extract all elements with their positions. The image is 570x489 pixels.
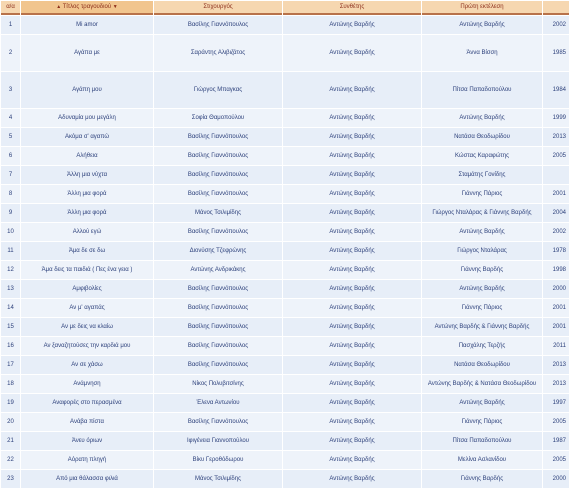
first-performer-cell: Πασχάλης Τερζής	[422, 337, 542, 355]
table-row[interactable]	[1, 35, 569, 71]
lyricist-cell: Μάνος Τσιλιμίδης	[154, 470, 282, 488]
table-row[interactable]	[1, 16, 569, 34]
first-performer-cell: Νατάσα Θεοδωρίδου	[422, 128, 542, 146]
column-header-title[interactable]	[21, 1, 153, 15]
row-index-cell: 9	[1, 204, 20, 222]
composer-cell: Αντώνης Βαρδής	[283, 16, 421, 34]
table-row[interactable]	[1, 337, 569, 355]
year-cell: 2002	[543, 16, 569, 34]
first-performer-cell: Νατάσα Θεοδωρίδου	[422, 356, 542, 374]
row-index-cell: 12	[1, 261, 20, 279]
song-title-cell: Αν ξαναζητούσες την καρδιά μου	[21, 337, 153, 355]
lyricist-cell: Διονύσης Τζεφρώνης	[154, 242, 282, 260]
year-cell: 2013	[543, 375, 569, 393]
year-cell: 1978	[543, 242, 569, 260]
composer-cell: Αντώνης Βαρδής	[283, 109, 421, 127]
year-cell: 1984	[543, 72, 569, 108]
row-index-cell: 3	[1, 72, 20, 108]
song-title-cell: Mi amor	[21, 16, 153, 34]
composer-cell: Αντώνης Βαρδής	[283, 280, 421, 298]
table-row[interactable]	[1, 204, 569, 222]
column-header-lyricist[interactable]: Στιχουργός	[154, 1, 282, 15]
song-title-cell: Αδυναμία μου μεγάλη	[21, 109, 153, 127]
composer-cell: Αντώνης Βαρδής	[283, 166, 421, 184]
song-title-cell: Άλλη μια φορά	[21, 185, 153, 203]
table-row[interactable]	[1, 223, 569, 241]
song-title-cell: Άνευ όριων	[21, 432, 153, 450]
first-performer-cell: Κώστας Καραφώτης	[422, 147, 542, 165]
composer-cell: Αντώνης Βαρδής	[283, 147, 421, 165]
column-header-index[interactable]: α/α	[1, 1, 20, 15]
first-performer-cell: Αντώνης Βαρδής	[422, 109, 542, 127]
lyricist-cell: Μάνος Τσιλιμίδης	[154, 204, 282, 222]
first-performer-cell: Αντώνης Βαρδής	[422, 223, 542, 241]
sort-ascending-icon: ▲	[56, 4, 62, 10]
composer-cell: Αντώνης Βαρδής	[283, 223, 421, 241]
table-header-row	[1, 1, 569, 15]
column-header-composer[interactable]: Συνθέτης	[283, 1, 421, 15]
song-title-cell: Από μια θάλασσα φιλιά	[21, 470, 153, 488]
first-performer-cell: Άννα Βίσση	[422, 35, 542, 71]
composer-cell: Αντώνης Βαρδής	[283, 204, 421, 222]
row-index-cell: 22	[1, 451, 20, 469]
lyricist-cell: Βασίλης Γιαννόπουλος	[154, 128, 282, 146]
song-title-cell: Άλλη μια νύχτα	[21, 166, 153, 184]
composer-cell: Αντώνης Βαρδής	[283, 185, 421, 203]
row-index-cell: 8	[1, 185, 20, 203]
first-performer-cell: Γιάννης Βαρδής	[422, 261, 542, 279]
year-cell: 1998	[543, 261, 569, 279]
table-row[interactable]	[1, 128, 569, 146]
row-index-cell: 13	[1, 280, 20, 298]
song-title-cell: Αν σε χάσω	[21, 356, 153, 374]
table-body	[1, 16, 569, 488]
row-index-cell: 7	[1, 166, 20, 184]
lyricist-cell: Σοφία Θαμοπούλου	[154, 109, 282, 127]
table-row[interactable]	[1, 318, 569, 336]
lyricist-cell: Βίκυ Γεροθόδωρου	[154, 451, 282, 469]
year-cell: 2013	[543, 356, 569, 374]
lyricist-cell: Βασίλης Γιαννόπουλος	[154, 280, 282, 298]
song-title-cell: Αν μ' αγαπάς	[21, 299, 153, 317]
year-cell: 2001	[543, 185, 569, 203]
lyricist-cell: Βασίλης Γιαννόπουλος	[154, 223, 282, 241]
song-title-cell: Ακόμα σ' αγαπώ	[21, 128, 153, 146]
lyricist-cell: Βασίλης Γιαννόπουλος	[154, 337, 282, 355]
year-cell	[543, 166, 569, 184]
row-index-cell: 2	[1, 35, 20, 71]
year-cell: 2005	[543, 147, 569, 165]
year-cell: 2000	[543, 470, 569, 488]
row-index-cell: 11	[1, 242, 20, 260]
year-cell: 2005	[543, 451, 569, 469]
row-index-cell: 19	[1, 394, 20, 412]
lyricist-cell: Ιφιγένεια Γιαννοπούλου	[154, 432, 282, 450]
row-index-cell: 20	[1, 413, 20, 431]
first-performer-cell: Αντώνης Βαρδής & Γιάννης Βαρδής	[422, 318, 542, 336]
song-title-cell: Αμφιβολίες	[21, 280, 153, 298]
composer-cell: Αντώνης Βαρδής	[283, 394, 421, 412]
table-row[interactable]	[1, 109, 569, 127]
first-performer-cell: Πίτσα Παπαδοπούλου	[422, 432, 542, 450]
row-index-cell: 17	[1, 356, 20, 374]
year-cell: 2013	[543, 128, 569, 146]
table-row[interactable]	[1, 356, 569, 374]
song-title-cell: Ανάβα πίστα	[21, 413, 153, 431]
lyricist-cell: Βασίλης Γιαννόπουλος	[154, 147, 282, 165]
year-cell: 1997	[543, 394, 569, 412]
table-row[interactable]	[1, 185, 569, 203]
first-performer-cell: Αντώνης Βαρδής	[422, 280, 542, 298]
first-performer-cell: Πίτσα Παπαδοπούλου	[422, 72, 542, 108]
first-performer-cell: Μελίνα Ασλανίδου	[422, 451, 542, 469]
year-cell: 2002	[543, 223, 569, 241]
composer-cell: Αντώνης Βαρδής	[283, 413, 421, 431]
table-row[interactable]	[1, 451, 569, 469]
year-cell: 2005	[543, 413, 569, 431]
lyricist-cell: Βασίλης Γιαννόπουλος	[154, 318, 282, 336]
year-cell: 2004	[543, 204, 569, 222]
year-cell: 1985	[543, 35, 569, 71]
lyricist-cell: Έλενα Αντωνίου	[154, 394, 282, 412]
year-cell: 2001	[543, 318, 569, 336]
lyricist-cell: Βασίλης Γιαννόπουλος	[154, 356, 282, 374]
first-performer-cell: Γιάννης Βαρδής	[422, 470, 542, 488]
lyricist-cell: Βασίλης Γιαννόπουλος	[154, 299, 282, 317]
table-row[interactable]	[1, 470, 569, 488]
table-row[interactable]	[1, 147, 569, 165]
composer-cell: Αντώνης Βαρδής	[283, 470, 421, 488]
composer-cell: Αντώνης Βαρδής	[283, 318, 421, 336]
table-row[interactable]	[1, 261, 569, 279]
table-row[interactable]	[1, 72, 569, 108]
first-performer-cell: Γιάννης Πάριος	[422, 413, 542, 431]
table-row[interactable]	[1, 299, 569, 317]
composer-cell: Αντώνης Βαρδής	[283, 35, 421, 71]
row-index-cell: 10	[1, 223, 20, 241]
lyricist-cell: Βασίλης Γιαννόπουλος	[154, 185, 282, 203]
composer-cell: Αντώνης Βαρδής	[283, 128, 421, 146]
first-performer-cell: Σταμάτης Γονίδης	[422, 166, 542, 184]
first-performer-cell: Γιώργος Νταλάρας	[422, 242, 542, 260]
song-title-cell: Ανάμνηση	[21, 375, 153, 393]
lyricist-cell: Βασίλης Γιαννόπουλος	[154, 413, 282, 431]
table-row[interactable]	[1, 413, 569, 431]
song-title-cell: Άλλη μια φορά	[21, 204, 153, 222]
year-cell: 1999	[543, 109, 569, 127]
table-row[interactable]	[1, 394, 569, 412]
first-performer-cell: Αντώνης Βαρδής & Νατάσα Θεοδωρίδου	[422, 375, 542, 393]
composer-cell: Αντώνης Βαρδής	[283, 261, 421, 279]
composer-cell: Αντώνης Βαρδής	[283, 337, 421, 355]
row-index-cell: 6	[1, 147, 20, 165]
row-index-cell: 21	[1, 432, 20, 450]
row-index-cell: 4	[1, 109, 20, 127]
first-performer-cell: Γιάννης Πάριος	[422, 299, 542, 317]
row-index-cell: 18	[1, 375, 20, 393]
song-title-cell: Αν με δεις να κλαίω	[21, 318, 153, 336]
year-cell: 1987	[543, 432, 569, 450]
column-header-first-performer[interactable]: Πρώτη εκτέλεση	[422, 1, 542, 15]
table-row[interactable]	[1, 166, 569, 184]
year-cell: 2000	[543, 280, 569, 298]
row-index-cell: 23	[1, 470, 20, 488]
composer-cell: Αντώνης Βαρδής	[283, 375, 421, 393]
first-performer-cell: Αντώνης Βαρδής	[422, 16, 542, 34]
song-title-cell: Αγάπα με	[21, 35, 153, 71]
first-performer-cell: Γιώργος Νταλάρας & Γιάννης Βαρδής	[422, 204, 542, 222]
column-header-year[interactable]	[543, 1, 569, 15]
composer-cell: Αντώνης Βαρδής	[283, 299, 421, 317]
row-index-cell: 1	[1, 16, 20, 34]
song-title-cell: Αγάπη μου	[21, 72, 153, 108]
lyricist-cell: Σαράντης Αλιβιζάτος	[154, 35, 282, 71]
sort-descending-icon: ▼	[112, 4, 118, 10]
song-title-cell: Άμα δεις τα παιδιά ( Πες ένα γεια )	[21, 261, 153, 279]
table-row[interactable]	[1, 242, 569, 260]
song-title-cell: Άμα δε σε δω	[21, 242, 153, 260]
row-index-cell: 14	[1, 299, 20, 317]
lyricist-cell: Αντώνης Ανδρικάκης	[154, 261, 282, 279]
composer-cell: Αντώνης Βαρδής	[283, 242, 421, 260]
row-index-cell: 16	[1, 337, 20, 355]
song-title-cell: Αλήθεια	[21, 147, 153, 165]
row-index-cell: 15	[1, 318, 20, 336]
row-index-cell: 5	[1, 128, 20, 146]
song-title-cell: Αλλού εγώ	[21, 223, 153, 241]
lyricist-cell: Βασίλης Γιαννόπουλος	[154, 166, 282, 184]
composer-cell: Αντώνης Βαρδής	[283, 72, 421, 108]
column-header-title-label: Τίτλος τραγουδιού	[62, 4, 112, 10]
first-performer-cell: Γιάννης Πάριος	[422, 185, 542, 203]
composer-cell: Αντώνης Βαρδής	[283, 432, 421, 450]
year-cell: 2001	[543, 299, 569, 317]
table-row[interactable]	[1, 375, 569, 393]
lyricist-cell: Βασίλης Γιαννόπουλος	[154, 16, 282, 34]
composer-cell: Αντώνης Βαρδής	[283, 451, 421, 469]
song-title-cell: Αναφορές στο περασμένα	[21, 394, 153, 412]
lyricist-cell: Νίκος Πολυβιτσίνης	[154, 375, 282, 393]
song-title-cell: Αόρατη πληγή	[21, 451, 153, 469]
lyricist-cell: Γιώργος Μπαγκας	[154, 72, 282, 108]
composer-cell: Αντώνης Βαρδής	[283, 356, 421, 374]
table-row[interactable]	[1, 432, 569, 450]
year-cell: 2011	[543, 337, 569, 355]
first-performer-cell: Αντώνης Βαρδής	[422, 394, 542, 412]
table-row[interactable]	[1, 280, 569, 298]
